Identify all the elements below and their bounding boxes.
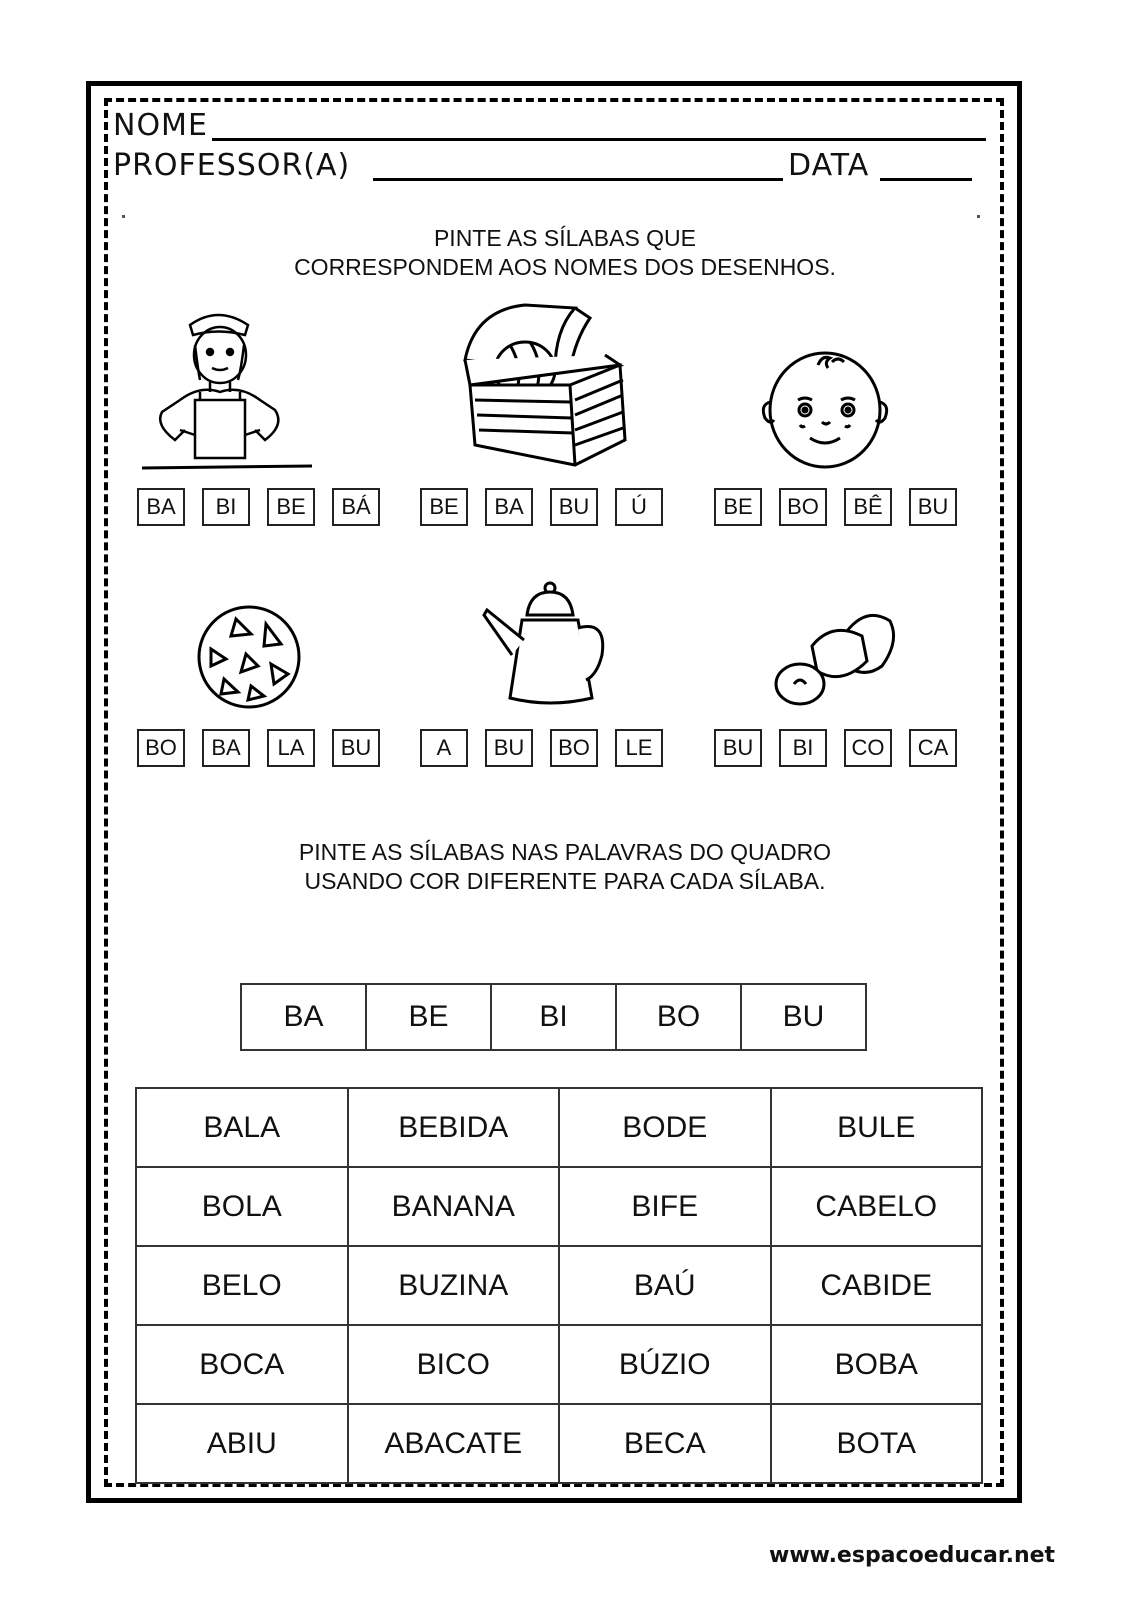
instruction-1-line1: PINTE AS SÍLABAS QUE (433, 225, 697, 251)
ball-icon (196, 604, 302, 710)
word-cell[interactable]: BOLA (136, 1167, 348, 1246)
date-label: DATA (788, 148, 870, 183)
syllable-box[interactable]: BE (714, 488, 762, 526)
instruction-1 (130, 224, 1000, 282)
syllable-box[interactable]: BO (137, 729, 185, 767)
chest-icon (455, 300, 630, 475)
word-cell[interactable]: BELO (136, 1246, 348, 1325)
syllable-header-cell[interactable]: BE (365, 983, 492, 1051)
decor-dot (122, 215, 125, 218)
baby-face-icon (760, 340, 890, 475)
word-cell[interactable]: BÚZIO (559, 1325, 771, 1404)
name-field[interactable] (212, 138, 986, 141)
syllable-box[interactable]: BO (779, 488, 827, 526)
syllable-box[interactable]: LA (267, 729, 315, 767)
word-cell[interactable]: BANANA (348, 1167, 560, 1246)
baker-icon (140, 300, 315, 475)
word-cell[interactable]: BECA (559, 1404, 771, 1483)
syllable-box[interactable]: CO (844, 729, 892, 767)
syllable-box[interactable]: A (420, 729, 468, 767)
table-row (136, 1167, 982, 1246)
word-cell[interactable]: BEBIDA (348, 1088, 560, 1167)
name-label: NOME (113, 108, 208, 143)
instruction-2 (130, 838, 1000, 896)
syllable-box[interactable]: BU (332, 729, 380, 767)
words-table (135, 1087, 983, 1484)
word-cell[interactable]: ABACATE (348, 1404, 560, 1483)
word-cell[interactable]: BUZINA (348, 1246, 560, 1325)
decor-dot (977, 215, 980, 218)
word-cell[interactable]: BICO (348, 1325, 560, 1404)
syllable-box[interactable]: LE (615, 729, 663, 767)
syllable-box[interactable]: BÊ (844, 488, 892, 526)
syllable-box[interactable]: BA (202, 729, 250, 767)
date-field[interactable] (880, 178, 972, 181)
syllable-box[interactable]: BO (550, 729, 598, 767)
syllable-header-cell[interactable]: BO (615, 983, 742, 1051)
syllable-header-cell[interactable]: BA (240, 983, 367, 1051)
syllable-box[interactable]: BU (485, 729, 533, 767)
syllable-box[interactable]: Ú (615, 488, 663, 526)
instruction-2-line1: PINTE AS SÍLABAS NAS PALAVRAS DO QUADRO (298, 839, 832, 865)
word-cell[interactable]: BOCA (136, 1325, 348, 1404)
teacher-field[interactable] (373, 178, 783, 181)
table-row (136, 1246, 982, 1325)
syllable-header-cell[interactable]: BI (490, 983, 617, 1051)
syllable-box[interactable]: BE (420, 488, 468, 526)
syllable-box[interactable]: BE (267, 488, 315, 526)
word-cell[interactable]: CABELO (771, 1167, 983, 1246)
syllable-box[interactable]: BU (909, 488, 957, 526)
word-cell[interactable]: ABIU (136, 1404, 348, 1483)
word-cell[interactable]: CABIDE (771, 1246, 983, 1325)
instruction-2-line2: USANDO COR DIFERENTE PARA CADA SÍLABA. (304, 868, 826, 894)
table-row (136, 1325, 982, 1404)
table-row (136, 1088, 982, 1167)
word-cell[interactable]: BALA (136, 1088, 348, 1167)
word-cell[interactable]: BULE (771, 1088, 983, 1167)
syllable-box[interactable]: BI (779, 729, 827, 767)
instruction-1-line2: CORRESPONDEM AOS NOMES DOS DESENHOS. (294, 254, 836, 280)
syllable-box[interactable]: BÁ (332, 488, 380, 526)
kettle-icon (482, 580, 612, 710)
word-cell[interactable]: BOTA (771, 1404, 983, 1483)
word-cell[interactable]: BOBA (771, 1325, 983, 1404)
pacifier-icon (772, 606, 902, 710)
syllable-box[interactable]: BA (137, 488, 185, 526)
syllable-box[interactable]: CA (909, 729, 957, 767)
teacher-label: PROFESSOR(A) (113, 148, 351, 183)
syllable-box[interactable]: BU (714, 729, 762, 767)
table-row (136, 1404, 982, 1483)
syllable-box[interactable]: BA (485, 488, 533, 526)
syllable-box[interactable]: BU (550, 488, 598, 526)
footer-url[interactable]: www.espacoeducar.net (769, 1543, 1056, 1568)
syllable-box[interactable]: BI (202, 488, 250, 526)
word-cell[interactable]: BAÚ (559, 1246, 771, 1325)
word-cell[interactable]: BODE (559, 1088, 771, 1167)
word-cell[interactable]: BIFE (559, 1167, 771, 1246)
syllable-header-cell[interactable]: BU (740, 983, 867, 1051)
